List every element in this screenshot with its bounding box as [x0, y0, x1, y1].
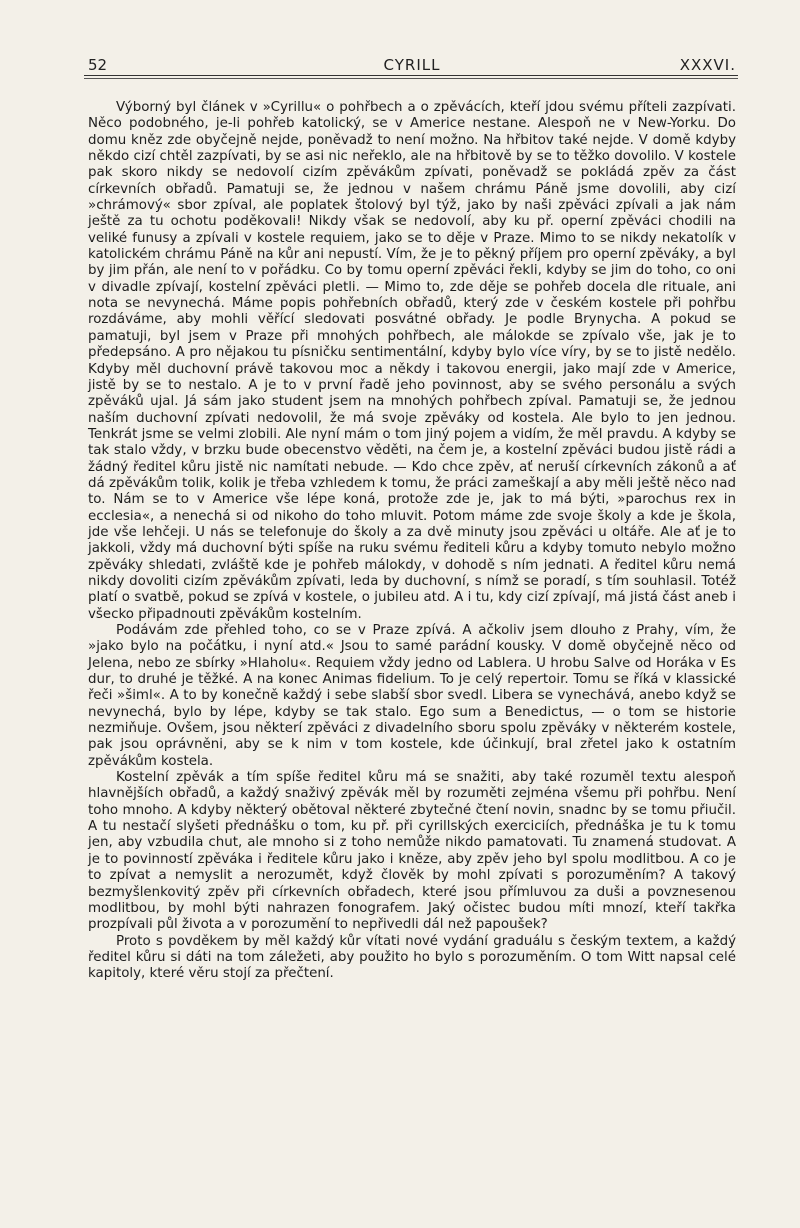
header-rule-second: [84, 78, 738, 79]
paragraph: Výborný byl článek v »Cyrillu« o pohřbech a o zpěvácích, kteří jdou svému příteli zazpívati. Něco podobného, je-li pohřeb katolický, se v Americe nestane. Alespoň ne v New-Yorku. Do domu kněz zde obyčejně nejde, poněvadž to není možno. Na hřbitov také nejde. V domě kdyby někdo cizí chtěl zazpívati, by se asi nic neřeklo, ale na hřbitově by se to těžko dovolilo. V kostele pak skoro nikdy se nedovolí cizím zpěvákům zpívati, poněvadž se pokládá zpěv za část církevních obřadů. Pamatuji se, že jednou v našem chrámu Páně jsme dovolili, aby cizí »chrámový« sbor zpíval, ale poplatek štolový byl týž, jako by naši zpěváci zpívali a jak nám ještě za tu ochotu poděkovali! Nikdy však se nedovolí, aby ku př. operní zpěváci chodili na veliké funusy a zpívali v kostele requiem, jako se to děje v Praze. Mimo to se nikdy nekatolík v katolickém chrámu Páně na kůr ani nepustí. Vím, že je to pěkný příjem pro operní zpěváky, a byl by jim přán, ale není to v pořádku. Co by tomu operní zpěváci řekli, kdyby se jim do toho, co oni v divadle zpívají, kostelní zpěváci pletli. — Mimo to, zde děje se pohřeb docela dle rituale, ani nota se nevynechá. Máme popis pohřebních obřadů, který zde v českém kostele při pohřbu rozdáváme, aby mohli věřící sledovati posvátné obřady. Je podle Brynycha. A pokud se pamatuji, byl jsem v Praze při mnohých pohřbech, ale málokde se zpívalo vše, jak je to předepsáno. A pro nějakou tu písničku sentimentální, kdyby bylo více víry, by se to jistě nedělo. Kdyby měl duchovní právě takovou moc a někdy i takovou energii, jako mají zde v Americe, jistě by se to nestalo. A je to v první řadě jeho povinnost, aby se svého personálu a svých zpěváků ujal. Já sám jako student jsem na mnohých pohřbech zpíval. Pamatuji se, že jednou naším duchovní zpívati nedovolil, že má svoje zpěváky od kostela. Ale bylo to jen jednou. Tenkrát jsme se velmi zlobili. Ale nyní mám o tom jiný pojem a vidím, že měl pravdu. A kdyby se tak stalo vždy, v brzku bude obecenstvo věděti, na čem je, a kostelní zpěváci budou jistě rádi a žádný ředitel kůru jistě nic namítati nebude. — Kdo chce zpěv, ať neruší církevních zákonů a ať dá zpěvákům tolik, kolik je třeba vzhledem k tomu, že práci zameškají a aby měli ještě něco nad to. Nám se to v Americe vše lépe koná, protože zde je, jak to má býti, »parochus rex in ecclesia«, a nenechá si od nikoho do toho mluvit. Potom máme zde svoje školy a kde je škola, jde vše lehčeji. U nás se telefonuje do školy a za dvě minuty jsou zpěváci u oltáře. Ale ať je to jakkoli, vždy má duchovní býti spíše na ruku svému řediteli kůru a kdyby tomuto nebylo možno zpěváky shledati, zvláště kde je pohřeb málokdy, v dohodě s ním jednati. A ředitel kůru nemá nikdy dovoliti cizím zpěvákům zpívati, leda by duchovní, s nímž se poradí, s tím souhlasil. Totéž platí o svatbě, pokud se zpívá v kostele, o jubileu atd. A i tu, kdy cizí zpívají, má jistá část aneb i všecko připadnouti zpěvákům kostelním.: [88, 100, 736, 622]
paragraph: Podávám zde přehled toho, co se v Praze zpívá. A ačkoliv jsem dlouho z Prahy, vím, že »jako bylo na počátku, i nyní atd.« Jsou to samé parádní kousky. V domě obyčejně něco od Jelena, nebo ze sbírky »Hlaholu«. Requiem vždy jedno od Lablera. U hrobu Salve od Horáka v Es dur, to druhé je těžké. A na konec Animas fidelium. To je celý repertoir. Tomu se říká v klassické řeči »šiml«. A to by konečně každý i sebe slabší sbor svedl. Libera se vynechává, anebo když se nevynechá, bylo by lépe, kdyby se tak stalo. Ego sum a Benedictus, — o tom se historie nezmiňuje. Ovšem, jsou některí zpěváci z divadelního sboru spolu zpěváky v některém kostele, pak jsou oprávněni, aby se k nim v tom kostele, kde účinkují, bral zřetel jako k ostatním zpěvákům kostela.: [88, 623, 736, 769]
article-body: [88, 100, 736, 983]
header-rule: [84, 75, 738, 76]
page-number: 52: [88, 56, 108, 74]
section-number: XXXVI.: [679, 56, 736, 74]
running-title: CYRILL: [383, 56, 441, 74]
paragraph: Kostelní zpěvák a tím spíše ředitel kůru má se snažiti, aby také rozuměl textu alespoň hlavnějších obřadů, a každý snaživý zpěvák měl by rozuměti zejména všemu při pohřbu. Není toho mnoho. A kdyby některý obětoval některé zbytečné čtení novin, snadnc by se tomu přiučil. A tu nestačí slyšeti přednášku o tom, ku př. při cyrillských exerciciích, přednáška je tu k tomu jen, aby vzbudila chut, ale mnoho si z toho nemůže nikdo pamatovati. Tu znamená studovat. A je to povinností zpěváka i ředitele kůru jako i kněze, aby zpěv jeho byl spolu modlitbou. A co je to zpívat a nemyslit a nerozumět, když člověk by mohl zpívati s porozuměním? A takový bezmyšlenkovitý zpěv při církevních obřadech, které jsou přímluvou za duši a povznesenou modlitbou, by mohl býti nahrazen fonografem. Jaký očistec budou míti mnozí, kteří takřka prozpívali půl života a v porozumění to nepřivedli dál než papoušek?: [88, 770, 736, 933]
paragraph: Proto s povděkem by měl každý kůr vítati nové vydání graduálu s českým textem, a každý ředitel kůru si dáti na tom záležeti, aby použito ho bylo s porozuměním. O tom Witt napsal celé kapitoly, které věru stojí za přečtení.: [88, 933, 736, 982]
